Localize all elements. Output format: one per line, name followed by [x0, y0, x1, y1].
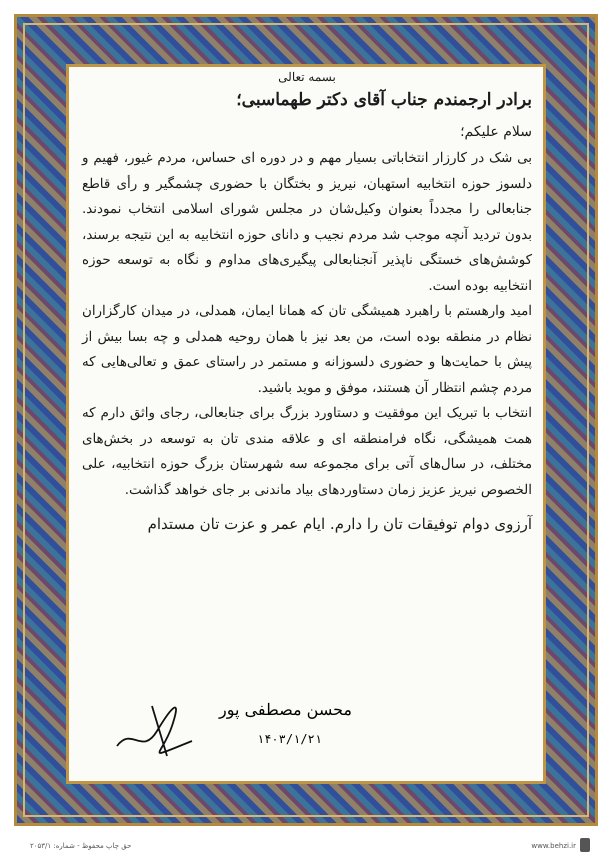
signature-date: ۱۴۰۳/۱/۲۱ — [256, 732, 322, 746]
page-footer — [0, 834, 612, 864]
invocation: بسمه تعالی — [278, 70, 336, 84]
publisher-logo-icon — [580, 838, 590, 852]
signature-block — [112, 700, 352, 760]
paragraph-1: بی شک در کارزار انتخاباتی بسیار مهم و در دوره ای حساس، مردم غیور، فهیم و دلسوز حوزه انتخابیه استهبان، نیریز و بختگان با حضوری چشمگیر و رأی قاطع جنابعالی را مجدداً بعنوان وکیل‌شان در مجلس شورای اسلامی انتخاب نمودند. بدون تردید آنچه موجب شد مردم نجیب و دانای حوزه انتخابیه به این نتیجه برسند، کوشش‌های خستگی ناپذیر آنجنابعالی پیگیری‌های مداوم و نگاه به توسعه حوزه انتخابیه بوده است. — [82, 151, 532, 294]
closing-line: آرزوی دوام توفیقات تان را دارم. ایام عمر و عزت تان مستدام — [147, 515, 532, 533]
signature-scribble — [112, 686, 207, 766]
signer-name: محسن مصطفی پور — [219, 700, 352, 719]
footer-website: www.behzi.ir — [531, 842, 576, 850]
footer-copyright: حق چاپ محفوظ - شماره: ۲۰۵۳/۱ — [30, 842, 132, 850]
salutation: برادر ارجمندم جناب آقای دکتر طهماسبی؛ — [236, 90, 532, 110]
greeting: سلام علیکم؛ — [460, 124, 532, 140]
paragraph-3: انتخاب با تبریک این موفقیت و دستاورد بزرگ برای جنابعالی، رجای واثق دارم که همت همیشگی، نگاه فرامنطقه ای و علاقه مندی تان به توسعه در بخش‌های مختلف، در سال‌های آتی برای مجموعه سه شهرستان بزرگ حوزه انتخابیه، علی الخصوص نیریز عزیز زمان دستاوردهای بیاد ماندنی بر جای خواهد گذاشت. — [82, 406, 532, 498]
paragraph-2: امید وارهستم با راهبرد همیشگی تان که همانا ایمان، همدلی، در میدان کارگزاران نظام در منطقه بوده است، من بعد نیز با همان روحیه همدلی و چه بسا بیش از پیش با حمایت‌ها و حضوری دلسوزانه و مستمر در راستای عمق و تعالی‌هایی که مردم چشم انتظار آن هستند، موفق و موید باشید. — [82, 304, 532, 396]
handwritten-letter — [82, 70, 532, 533]
